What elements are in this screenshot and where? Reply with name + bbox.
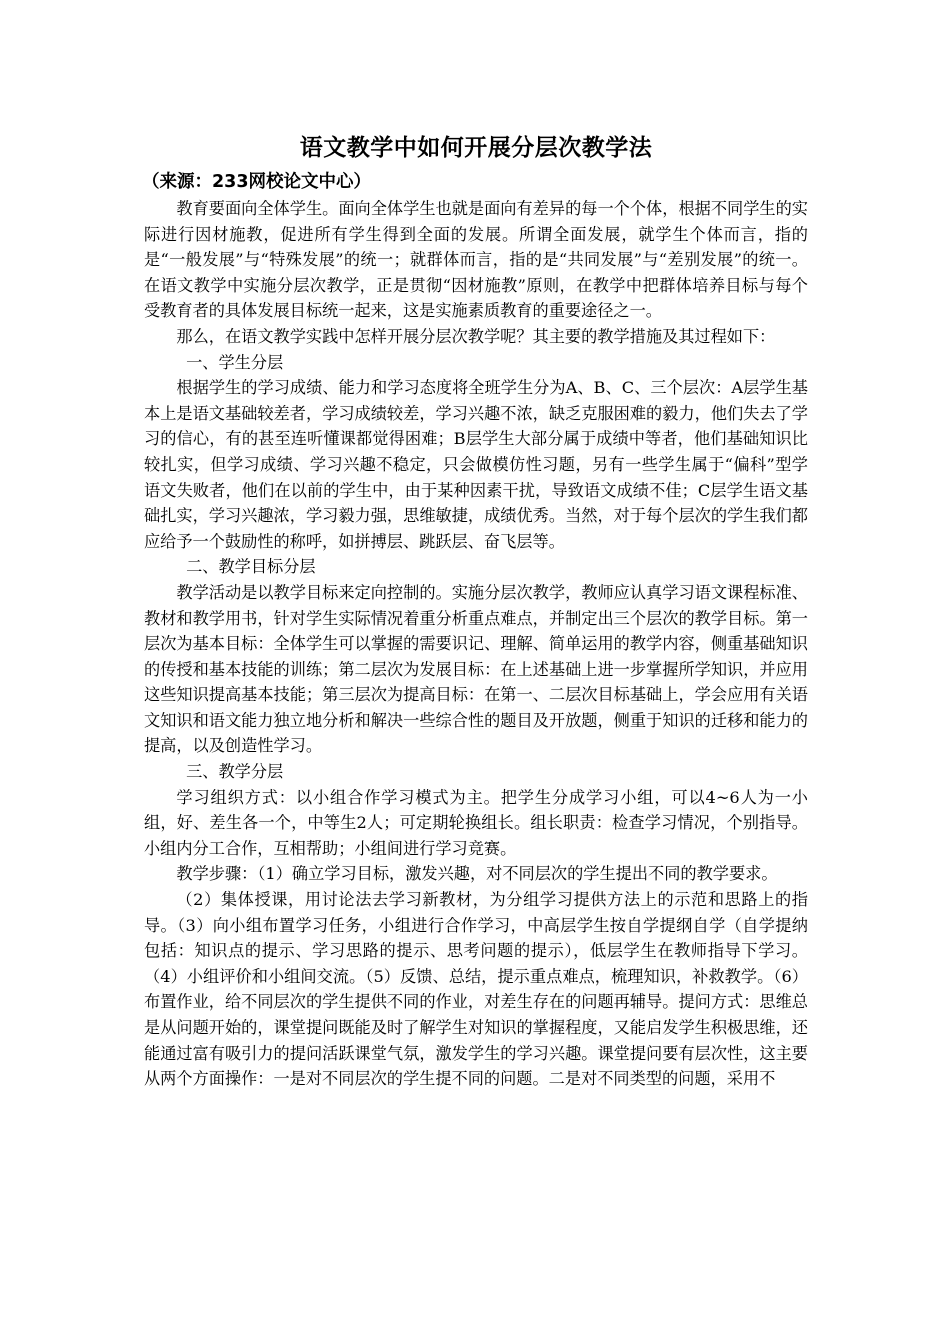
paragraph: 教育要面向全体学生。面向全体学生也就是面向有差异的每一个个体，根据不同学生的实际进行因材施教，促进所有学生得到全面的发展。所谓全面发展，就学生个体而言，指的是“一般发展”与“特殊发展”的统一；就群体而言，指的是“共同发展”与“差别发展”的统一。在语文教学中实施分层次教学，正是贯彻“因材施教”原则，在教学中把群体培养目标与每个受教育者的具体发展目标统一起来，这是实施素质教育的重要途径之一。: [144, 199, 808, 321]
paragraph: 教学步骤：（1）确立学习目标，激发兴趣，对不同层次的学生提出不同的教学要求。: [176, 864, 778, 884]
paragraph: 教学活动是以教学目标来定向控制的。实施分层次教学，教师应认真学习语文课程标准、教材和教学用书，针对学生实际情况着重分析重点难点，并制定出三个层次的教学目标。第一层次为基本目标：全体学生可以掌握的需要识记、理解、简单运用的教学内容，侧重基础知识的传授和基本技能的训练；第二层次为发展目标：在上述基础上进一步掌握所学知识，并应用这些知识提高基本技能；第三层次为提高目标：在第一、二层次目标基础上，学会应用有关语文知识和语文能力独立地分析和解决一些综合性的题目及开放题，侧重于知识的迁移和能力的提高，以及创造性学习。: [144, 582, 808, 756]
section-heading: 二、教学目标分层: [186, 557, 316, 577]
document-source: （来源：233网校论文中心）: [142, 172, 372, 192]
paragraph: 学习组织方式：以小组合作学习模式为主。把学生分成学习小组，可以4~6人为一小组，好、差生各一个，中等生2人；可定期轮换组长。组长职责：检查学习情况，个别指导。小组内分工合作，互相帮助；小组间进行学习竞赛。: [144, 787, 808, 858]
document-title: 语文教学中如何开展分层次教学法: [299, 135, 653, 161]
section-heading: 一、学生分层: [186, 352, 284, 372]
paragraph: （2）集体授课，用讨论法去学习新教材，为分组学习提供方法上的示范和思路上的指导。（3）向小组布置学习任务，小组进行合作学习，中高层学生按自学提纲自学（自学提纳包括：知识点的提示、学习思路的提示、思考问题的提示），低层学生在教师指导下学习。（4）小组评价和小组间交流。（5）反馈、总结，提示重点难点，梳理知识，补救教学。（6）布置作业，给不同层次的学生提供不同的作业，对差生存在的问题再辅导。提问方式：思维总是从问题开始的，课堂提问既能及时了解学生对知识的掌握程度，又能启发学生积极思维，还能通过富有吸引力的提问活跃课堂气氛，激发学生的学习兴趣。课堂提问要有层次性，这主要从两个方面操作：一是对不同层次的学生提不同的问题。二是对不同类型的问题，采用不: [144, 890, 808, 1089]
paragraph: 那么，在语文教学实践中怎样开展分层次教学呢？其主要的教学措施及其过程如下：: [176, 326, 776, 346]
section-heading: 三、教学分层: [186, 762, 284, 782]
paragraph: 根据学生的学习成绩、能力和学习态度将全班学生分为A、B、C、三个层次：A层学生基本上是语文基础较差者，学习成绩较差，学习兴趣不浓，缺乏克服困难的毅力，他们失去了学习的信心，有的甚至连听懂课都觉得困难；B层学生大部分属于成绩中等者，他们基础知识比较扎实，但学习成绩、学习兴趣不稳定，只会做模仿性习题，另有一些学生属于“偏科”型学语文失败者，他们在以前的学生中，由于某种因素干扰，导致语文成绩不佳；C层学生语文基础扎实，学习兴趣浓，学习毅力强，思维敏捷，成绩优秀。当然，对于每个层次的学生我们都应给予一个鼓励性的称呼，如拼搏层、跳跃层、奋飞层等。: [144, 378, 808, 551]
document-page: [144, 128, 808, 1092]
